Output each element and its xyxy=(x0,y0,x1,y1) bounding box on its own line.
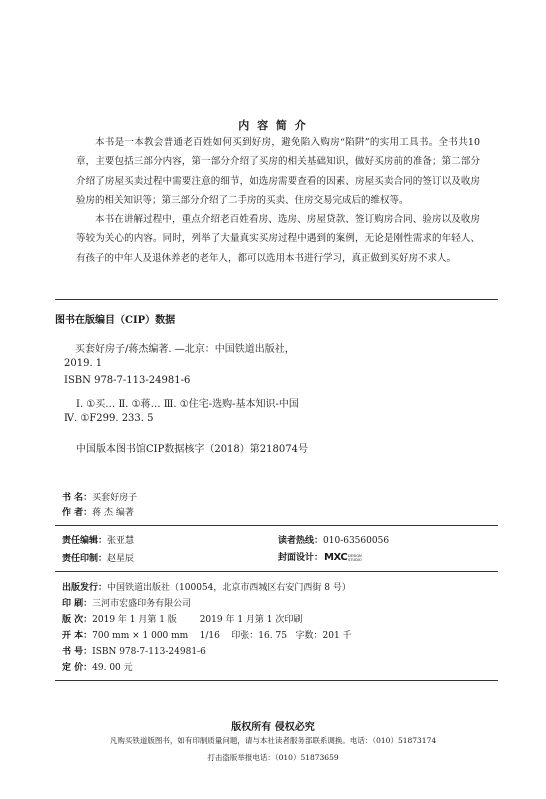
publisher-value: 中国铁道出版社（100054，北京市西城区右安门西街 8 号） xyxy=(107,583,351,593)
edition-label: 版 次： xyxy=(62,615,93,625)
cip-line-1: 买套好房子/蒋杰编著. —北京：中国铁道出版社， xyxy=(75,344,295,355)
hotline-label: 读者热线： xyxy=(278,536,324,546)
cip-line-2: 2019. 1 xyxy=(64,358,103,369)
price-label: 定 价： xyxy=(62,663,93,673)
cover-design-label: 封面设计： xyxy=(278,553,324,563)
printer-value: 赵星辰 xyxy=(107,554,135,564)
mxc-design-studio-logo: MXC DESIGN STUDIO xyxy=(324,552,362,563)
book-author-label: 作 者： xyxy=(62,508,93,518)
hotline-row xyxy=(278,533,389,546)
intro-body xyxy=(76,133,480,268)
edition-row xyxy=(62,612,302,625)
book-title-row xyxy=(62,490,137,503)
isbn-value: ISBN 978-7-113-24981-6 xyxy=(92,647,206,657)
price-value: 49. 00 元 xyxy=(92,663,133,673)
book-author-value: 蒋 杰 编著 xyxy=(92,508,134,518)
rights-notice: 凡购买铁道版图书，如有印制质量问题，请与本社读者服务部联系调换。电话：（010）51873174 xyxy=(109,736,437,745)
printer-label: 责任印制： xyxy=(62,554,108,564)
print-value: 三河市宏盛印务有限公司 xyxy=(92,599,192,609)
hotline-value: 010-63560056 xyxy=(323,536,390,546)
publisher-label: 出版发行： xyxy=(62,583,108,593)
format-label: 开 本： xyxy=(62,631,93,641)
piracy-hotline: 打击盗版举报电话：（010）51873659 xyxy=(207,753,339,762)
editor-value: 张亚慧 xyxy=(107,536,135,546)
divider-top xyxy=(55,299,498,300)
cip-isbn: ISBN 978-7-113-24981-6 xyxy=(64,375,191,386)
cip-classification: Ⅰ. ①买… Ⅱ. ①蒋… Ⅲ. ①住宅-选购-基本知识-中国 xyxy=(76,399,299,410)
format-row xyxy=(62,628,352,641)
intro-paragraph-2: 本书在讲解过程中，重点介绍老百姓看房、选房、房屋贷款、签订购房合同、验房以及收房等较为关心的内容。同时，列举了大量真实买房过程中遇到的案例，无论是刚性需求的年轻人、有孩子的中年人及退休养老的老年人，都可以选用本书进行学习，真正做到买好房不求人。 xyxy=(76,214,480,264)
book-author-row xyxy=(62,505,134,518)
isbn-label: 书 号： xyxy=(62,647,93,657)
price-row xyxy=(62,660,133,673)
editor-row xyxy=(62,533,134,546)
print-label: 印 刷： xyxy=(62,599,93,609)
cip-heading: 图书在版编目（CIP）数据 xyxy=(55,315,176,326)
cip-class-number: Ⅳ. ①F299. 233. 5 xyxy=(64,413,154,424)
cover-design-row xyxy=(278,550,362,563)
rights-title: 版权所有 侵权必究 xyxy=(231,722,315,733)
printer-row xyxy=(62,551,134,564)
print-row xyxy=(62,596,191,609)
publisher-row xyxy=(62,580,351,593)
isbn-row xyxy=(62,644,206,657)
intro-title: 内 容 简 介 xyxy=(238,119,308,132)
editor-label: 责任编辑： xyxy=(62,536,108,546)
intro-paragraph-1: 本书是一本教会普通老百姓如何买到好房，避免陷入购房“陷阱”的实用工具书。全书共10章，主要包括三部分内容，第一部分介绍了买房的相关基础知识，做好买房前的准备；第二部分介绍了房屋买卖过程中需要注意的细节，如选房需要查看的因素、房屋买卖合同的签订以及收房验房的相关知识等；第三部分介绍了二手房的买卖、住房交易完成后的维权等。 xyxy=(76,137,480,206)
divider-publish-top xyxy=(55,571,498,572)
book-title-value: 买套好房子 xyxy=(92,493,138,503)
cip-approval: 中国版本图书馆CIP数据核字（2018）第218074号 xyxy=(76,444,308,455)
divider-bottom xyxy=(55,680,498,681)
book-title-label: 书 名： xyxy=(62,493,93,503)
divider-staff-top xyxy=(55,525,498,526)
edition-value: 2019 年 1 月第 1 版 2019 年 1 月第 1 次印刷 xyxy=(92,615,303,625)
format-value: 700 mm × 1 000 mm 1/16 印张：16. 75 字数：201 千 xyxy=(92,631,352,641)
